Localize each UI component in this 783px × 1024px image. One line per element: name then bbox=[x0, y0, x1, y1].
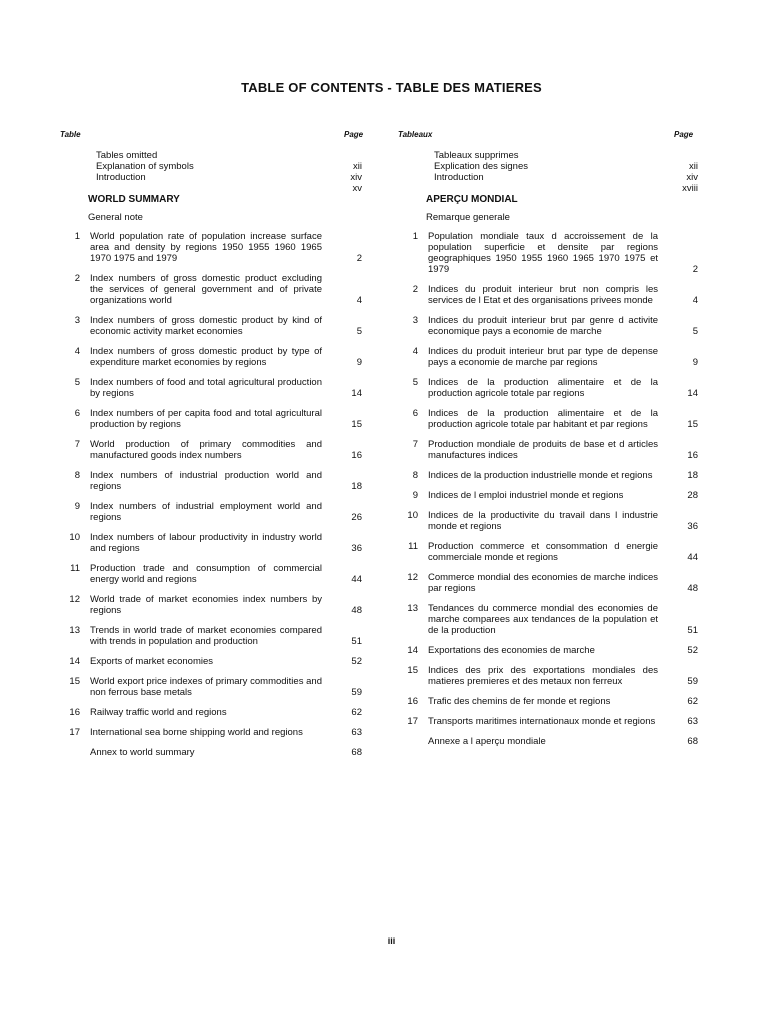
entry-number: 2 bbox=[74, 273, 80, 284]
entry-page: 44 bbox=[687, 552, 698, 563]
toc-entry[interactable] bbox=[60, 727, 362, 738]
right-table-header: Tableaux bbox=[398, 130, 433, 139]
entry-number: 3 bbox=[412, 315, 418, 326]
entry-page: 26 bbox=[351, 512, 362, 523]
entry-page: 14 bbox=[351, 388, 362, 399]
entry-title: Exports of market economies bbox=[90, 656, 214, 667]
entry-number: 11 bbox=[70, 563, 80, 574]
entry-page: 36 bbox=[687, 521, 698, 532]
entry-title: Index numbers of gross domestic product by type of expenditure market economies by regions bbox=[90, 346, 322, 368]
entry-title: Index numbers of labour productivity in industry world and regions bbox=[90, 532, 322, 554]
toc-entry[interactable] bbox=[398, 490, 698, 501]
entry-title: Annex to world summary bbox=[90, 747, 195, 758]
entry-number: 13 bbox=[407, 603, 418, 614]
entry-number: 8 bbox=[74, 470, 80, 481]
entry-title: World population rate of population increase surface area and density by regions 1950 1955 1960 1965 1970 1975 and 1979 bbox=[90, 231, 322, 264]
entry-title: Indices des prix des exportations mondiales des matieres premieres et des metaux non ferreux bbox=[428, 665, 658, 687]
entry-page: 48 bbox=[351, 605, 362, 616]
entry-title: Indices du produit interieur brut non compris les services de l Etat et des organisations privees monde bbox=[428, 284, 658, 306]
entry-page: 16 bbox=[351, 450, 362, 461]
entry-page: 68 bbox=[687, 736, 698, 747]
toc-entry[interactable] bbox=[60, 439, 362, 461]
toc-entry[interactable] bbox=[60, 625, 362, 647]
entry-number: 4 bbox=[74, 346, 80, 357]
entry-title: Index numbers of industrial employment world and regions bbox=[90, 501, 322, 523]
entry-title: Index numbers of per capita food and total agricultural production by regions bbox=[90, 408, 322, 430]
toc-entry[interactable] bbox=[398, 541, 698, 563]
entry-title: Trends in world trade of market economies compared with trends in population and production bbox=[90, 625, 322, 647]
annex-entry[interactable] bbox=[60, 747, 362, 758]
toc-entry[interactable] bbox=[60, 676, 362, 698]
entry-title: Indices du produit interieur brut par type de depense pays a economie de marche par regions bbox=[428, 346, 658, 368]
toc-entry[interactable] bbox=[398, 603, 698, 636]
entry-number: 16 bbox=[407, 696, 418, 707]
entry-title: Railway traffic world and regions bbox=[90, 707, 227, 718]
entry-page: xiv bbox=[350, 172, 362, 183]
entry-title: Production mondiale de produits de base et d articles manufactures indices bbox=[428, 439, 658, 461]
toc-entry[interactable] bbox=[60, 563, 362, 585]
toc-entry[interactable] bbox=[60, 470, 362, 492]
entry-title: Transports maritimes internationaux monde et regions bbox=[428, 716, 656, 727]
entry-page: 18 bbox=[351, 481, 362, 492]
entry-page: 2 bbox=[692, 264, 698, 275]
entry-number: 1 bbox=[74, 231, 80, 242]
entry-page: 63 bbox=[687, 716, 698, 727]
toc-entry[interactable] bbox=[398, 439, 698, 461]
entry-title: Production trade and consumption of commercial energy world and regions bbox=[90, 563, 322, 585]
entry-page: 59 bbox=[687, 676, 698, 687]
toc-entry[interactable] bbox=[398, 231, 698, 275]
front-matter-entry[interactable] bbox=[60, 172, 362, 194]
entry-page: 4 bbox=[692, 295, 698, 306]
entry-page: 62 bbox=[687, 696, 698, 707]
entry-page: xviii bbox=[682, 183, 698, 194]
entry-title: Trafic des chemins de fer monde et regions bbox=[428, 696, 611, 707]
toc-entry[interactable] bbox=[60, 532, 362, 554]
entry-number: 8 bbox=[412, 470, 418, 481]
section-note[interactable]: General note bbox=[88, 212, 143, 223]
entry-number: 3 bbox=[74, 315, 80, 326]
entry-title: Index numbers of food and total agricultural production by regions bbox=[90, 377, 322, 399]
entry-title: Explanation of symbols bbox=[96, 161, 194, 172]
entry-title: Index numbers of gross domestic product excluding the services of general government and of private organizations world bbox=[90, 273, 322, 306]
entry-page: 63 bbox=[351, 727, 362, 738]
toc-column-english bbox=[60, 150, 362, 758]
entry-page: 36 bbox=[351, 543, 362, 554]
entry-title: Indices de la production industrielle monde et regions bbox=[428, 470, 653, 481]
section-heading: WORLD SUMMARY bbox=[88, 194, 180, 205]
toc-entry[interactable] bbox=[60, 501, 362, 523]
entry-number: 5 bbox=[74, 377, 80, 388]
toc-entry[interactable] bbox=[60, 377, 362, 399]
toc-entry[interactable] bbox=[398, 696, 698, 707]
entry-number: 1 bbox=[412, 231, 418, 242]
entry-page: 52 bbox=[687, 645, 698, 656]
entry-number: 4 bbox=[412, 346, 418, 357]
entry-page: 15 bbox=[351, 419, 362, 430]
entry-title: Indices de l emploi industriel monde et regions bbox=[428, 490, 624, 501]
page-number: iii bbox=[387, 936, 396, 946]
toc-entry[interactable] bbox=[60, 231, 362, 264]
toc-entry[interactable] bbox=[398, 346, 698, 368]
entry-number: 7 bbox=[74, 439, 80, 450]
entry-page: 9 bbox=[692, 357, 698, 368]
section-note[interactable]: Remarque generale bbox=[426, 212, 510, 223]
toc-entry[interactable] bbox=[60, 346, 362, 368]
front-matter-entry[interactable] bbox=[398, 172, 698, 194]
toc-entry[interactable] bbox=[60, 707, 362, 718]
entry-title: World production of primary commodities and manufactured goods index numbers bbox=[90, 439, 322, 461]
entry-number: 17 bbox=[69, 727, 80, 738]
entry-number: 15 bbox=[69, 676, 80, 687]
entry-number: 15 bbox=[407, 665, 418, 676]
entry-number: 6 bbox=[412, 408, 418, 419]
entry-number: 7 bbox=[412, 439, 418, 450]
toc-entry[interactable] bbox=[398, 315, 698, 337]
entry-number: 16 bbox=[69, 707, 80, 718]
entry-number: 10 bbox=[69, 532, 80, 543]
entry-number: 9 bbox=[74, 501, 80, 512]
toc-entry[interactable] bbox=[398, 716, 698, 727]
toc-entry[interactable] bbox=[60, 315, 362, 337]
entry-number: 5 bbox=[412, 377, 418, 388]
entry-title: Exportations des economies de marche bbox=[428, 645, 595, 656]
entry-page: xii bbox=[353, 161, 362, 172]
entry-page: xiv bbox=[686, 172, 698, 183]
entry-page: 51 bbox=[687, 625, 698, 636]
entry-number: 11 bbox=[408, 541, 418, 552]
entry-title: Index numbers of industrial production world and regions bbox=[90, 470, 322, 492]
entry-title: World trade of market economies index numbers by regions bbox=[90, 594, 322, 616]
entry-page: 14 bbox=[687, 388, 698, 399]
entry-title: Tableaux supprimes bbox=[434, 150, 519, 161]
entry-title: Indices de la productivite du travail dans l industrie monde et regions bbox=[428, 510, 658, 532]
entry-title: Introduction bbox=[96, 172, 146, 183]
entry-number: 14 bbox=[407, 645, 418, 656]
entry-page: 62 bbox=[351, 707, 362, 718]
toc-entry[interactable] bbox=[398, 572, 698, 594]
entry-page: 15 bbox=[687, 419, 698, 430]
entry-page: 48 bbox=[687, 583, 698, 594]
toc-entry[interactable] bbox=[398, 510, 698, 532]
section-heading: APERÇU MONDIAL bbox=[426, 194, 518, 205]
entry-number: 12 bbox=[69, 594, 80, 605]
entry-number: 6 bbox=[74, 408, 80, 419]
entry-title: Commerce mondial des economies de marche indices par regions bbox=[428, 572, 658, 594]
entry-number: 10 bbox=[407, 510, 418, 521]
entry-number: 14 bbox=[69, 656, 80, 667]
toc-entry[interactable] bbox=[398, 408, 698, 430]
entry-title: Indices de la production alimentaire et de la production agricole totale par regions bbox=[428, 377, 658, 399]
entry-number: 17 bbox=[407, 716, 418, 727]
entry-title: Production commerce et consommation d energie commerciale monde et regions bbox=[428, 541, 658, 563]
annex-entry[interactable] bbox=[398, 736, 698, 747]
toc-entry[interactable] bbox=[398, 470, 698, 481]
page-title: TABLE OF CONTENTS - TABLE DES MATIERES bbox=[241, 80, 542, 95]
entry-page: 9 bbox=[356, 357, 362, 368]
entry-title: Tendances du commerce mondial des economies de marche comparees aux tendances de la population et de la production bbox=[428, 603, 658, 636]
entry-number: 9 bbox=[412, 490, 418, 501]
right-page-header: Page bbox=[674, 130, 694, 139]
toc-entry[interactable] bbox=[60, 273, 362, 306]
entry-title: Indices de la production alimentaire et de la production agricole totale par habitant et par regions bbox=[428, 408, 658, 430]
entry-page: xv bbox=[352, 183, 362, 194]
entry-page: 4 bbox=[356, 295, 362, 306]
entry-page: 5 bbox=[356, 326, 362, 337]
entry-number: 13 bbox=[69, 625, 80, 636]
toc-entry[interactable] bbox=[398, 645, 698, 656]
entry-title: Introduction bbox=[434, 172, 484, 183]
entry-title: Explication des signes bbox=[434, 161, 528, 172]
entry-page: 68 bbox=[351, 747, 362, 758]
entry-page: 2 bbox=[356, 253, 362, 264]
entry-page: 51 bbox=[351, 636, 362, 647]
toc-entry[interactable] bbox=[398, 665, 698, 687]
toc-entry[interactable] bbox=[398, 284, 698, 306]
toc-entry[interactable] bbox=[60, 594, 362, 616]
entry-page: 5 bbox=[692, 326, 698, 337]
entry-title: World export price indexes of primary commodities and non ferrous base metals bbox=[90, 676, 322, 698]
toc-entry[interactable] bbox=[60, 656, 362, 667]
entry-page: 59 bbox=[351, 687, 362, 698]
entry-page: xii bbox=[689, 161, 698, 172]
entry-page: 18 bbox=[687, 470, 698, 481]
entry-number: 12 bbox=[407, 572, 418, 583]
toc-entry[interactable] bbox=[60, 408, 362, 430]
entry-title: Population mondiale taux d accroissement de la population superficie et densite par regions geographiques 1950 1955 1960 1965 1970 1975 et 1979 bbox=[428, 231, 658, 275]
entry-page: 16 bbox=[687, 450, 698, 461]
entry-page: 44 bbox=[351, 574, 362, 585]
toc-column-french bbox=[398, 150, 698, 747]
entry-page: 52 bbox=[351, 656, 362, 667]
entry-title: Tables omitted bbox=[96, 150, 158, 161]
left-table-header: Table bbox=[60, 130, 81, 139]
entry-title: Annexe a l aperçu mondiale bbox=[428, 736, 546, 747]
left-page-header: Page bbox=[344, 130, 364, 139]
entry-title: Index numbers of gross domestic product by kind of economic activity market economies bbox=[90, 315, 322, 337]
entry-title: International sea borne shipping world and regions bbox=[90, 727, 303, 738]
entry-title: Indices du produit interieur brut par genre d activite economique pays a economie de marche bbox=[428, 315, 658, 337]
entry-number: 2 bbox=[412, 284, 418, 295]
toc-entry[interactable] bbox=[398, 377, 698, 399]
entry-page: 28 bbox=[687, 490, 698, 501]
